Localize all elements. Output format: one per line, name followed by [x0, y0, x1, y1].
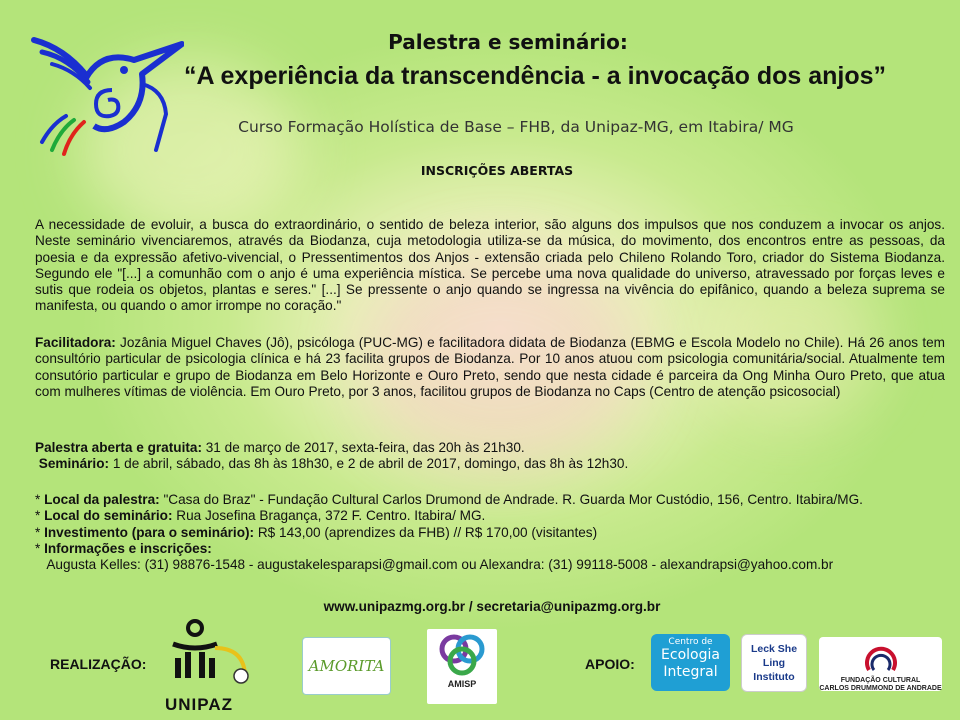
seminar-text: 1 de abril, sábado, das 8h às 18h30, e 2 de abril de 2017, domingo, das 8h às 12h30.	[109, 456, 629, 472]
amorita-logo	[302, 637, 391, 695]
amisp-rings-icon	[434, 629, 490, 679]
lecture-text: 31 de março de 2017, sexta-feira, das 20h às 21h30.	[201, 440, 525, 455]
seminar-label: Seminário:	[38, 456, 110, 472]
amorita-name: AMORITA	[308, 657, 385, 675]
fcc-rings-icon	[861, 640, 901, 672]
facilitator-text: Jozânia Miguel Chaves (Jô), psicóloga (PUC-MG) e facilitadora didata de Biodanza (EBMG e Escola Modelo no Chile). Há 26 anos tem consultório particular de psicologia clínica e há 23 facilita grupos de Biodanza. Por 10 anos atuou com psicologia comunitária/social. Atualmente tem consutório particular e grupo de Biodanza em Belo Horizonte e Ouro Preto, sendo que nesta cidade é parceira da Ong Minha Ouro Preto, que atua com mulheres vítimas de violência. Em Ouro Preto, por 3 anos, facilitou grupos de Biodanza no Caps (Centro de atenção psicosocial)	[35, 335, 945, 399]
apoio-label: APOIO:	[585, 656, 635, 672]
seminar-place	[35, 508, 945, 524]
fcc-line-1: FUNDAÇÃO CULTURAL	[840, 677, 921, 684]
bullet: *	[35, 492, 45, 507]
lecture-place-text: "Casa do Braz" - Fundação Cultural Carlos Drumond de Andrade. R. Guarda Mor Custódio, 156, Centro. Itabira/MG.	[159, 492, 863, 507]
ecologia-integral-logo	[651, 634, 730, 691]
investment-text: R$ 143,00 (aprendizes da FHB) // R$ 170,00 (visitantes)	[254, 524, 598, 540]
bullet: *	[35, 524, 45, 540]
seminar-schedule	[35, 456, 945, 472]
info-label: Informações e inscrições:	[44, 540, 212, 556]
lecture-place	[35, 492, 945, 508]
leck-line-2: Instituto	[753, 671, 795, 683]
investment-label: Investimento (para o seminário):	[44, 524, 255, 540]
seminar-place-text: Rua Josefina Bragança, 372 F. Centro. Itabira/ MG.	[172, 508, 486, 524]
amisp-name: AMISP	[447, 679, 477, 689]
investment	[35, 525, 945, 541]
unipaz-figure-icon	[165, 618, 255, 694]
website-link[interactable]: www.unipazmg.org.br / secretaria@unipazmg.org.br	[323, 599, 661, 614]
amisp-logo	[427, 629, 497, 704]
seminar-place-label: Local do seminário:	[44, 508, 173, 524]
schedule-block	[35, 440, 945, 473]
fundacao-cultural-logo	[819, 637, 942, 691]
facilitator-label: Facilitadora:	[35, 335, 116, 350]
facilitator-paragraph	[35, 335, 945, 400]
contacts	[35, 557, 945, 573]
lecture-place-label: Local da palestra:	[44, 492, 160, 507]
course-subtitle: Curso Formação Holística de Base – FHB, da Unipaz-MG, em Itabira/ MG	[238, 118, 794, 136]
title-line-1: Palestra e seminário:	[388, 30, 628, 54]
eco-line-2: Ecologia	[661, 647, 720, 663]
lecture-label: Palestra aberta e gratuita:	[35, 440, 202, 455]
leck-she-ling-logo	[741, 634, 807, 692]
leck-line-1: Leck She Ling	[750, 643, 798, 669]
eco-line-3: Integral	[663, 664, 718, 680]
bullet: *	[35, 508, 45, 524]
contacts-text: Augusta Kelles: (31) 98876-1548 - augustakelesparapsi@gmail.com ou Alexandra: (31) 99118-5008 - alexandrapsi@yahoo.com.br	[46, 557, 834, 573]
registration-open: INSCRIÇÕES ABERTAS	[420, 163, 574, 178]
lecture-schedule	[35, 440, 945, 456]
fcc-line-2: CARLOS DRUMMOND DE ANDRADE	[819, 685, 942, 692]
bullet: *	[35, 540, 45, 556]
unipaz-logo	[165, 618, 255, 714]
eco-line-1: Centro de	[668, 637, 713, 647]
unipaz-name: UNIPAZ	[165, 695, 234, 714]
details-block	[35, 492, 945, 573]
realizacao-label: REALIZAÇÃO:	[50, 656, 147, 672]
title-line-2: “A experiência da transcendência - a invocação dos anjos”	[183, 62, 887, 90]
info-heading	[35, 541, 945, 557]
intro-paragraph: A necessidade de evoluir, a busca do extraordinário, o sentido de beleza interior, são alguns dos impulsos que nos conduzem a invocar os anjos. Neste seminário vivenciaremos, através da Biodanza, cuja metodologia utiliza-se da música, do movimento, dos encontros entre as pessoas, da poesia e da expressão afetivo-vivencial, o Pressentimentos dos Anjos - extensão criada pelo Chileno Rolando Toro, criador do Sistema Biodanza. Segundo ele "[...] a comunhão com o anjo é uma experiência mística. Se percebe uma nova qualidade do universo, atravessado por forças leves e sutis que rodeia os objetos, plantas e seres." [...] Se pressente o anjo quando se ingressa na vivência do epifânico, quando a beleza suprema se manifesta, ou quando o amor irrompe no coração."	[35, 217, 945, 314]
